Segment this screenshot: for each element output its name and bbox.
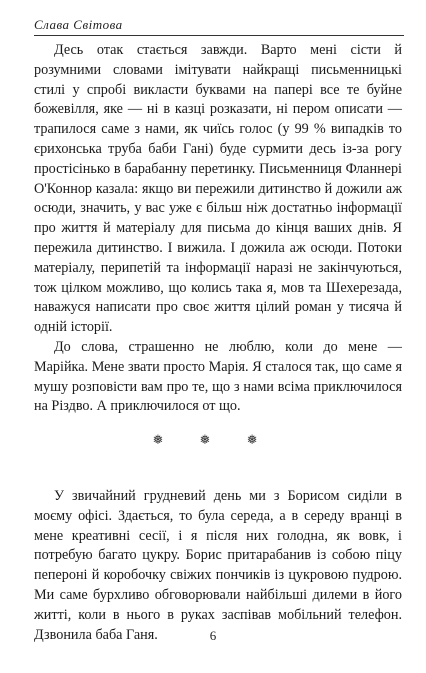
paragraph: Десь отак стається завжди. Варто мені сісти й розумними словами імітувати найкращі письменницькі стилі у спробі викласти буквами на папері все те буйне божевілля, яке — ні в казці розказати, ні пером описати — трапилося саме з нами, як чиїсь голос (у 99 % випадків то єрихонська труба баби Гані) буде сурмити десь із-за рогу простісінько в барабанну перетинку. Письменниця Фланнері О'Коннор казала: якщо ви пережили дитинство й дожили аж осюди, значить, у вас уже є більш ніж достатньо інформації про життя й матеріалу для письма до кінця ваших днів. Я пережила дитинство. І вижила. І дожила аж осюди. Потоки матеріалу, перипетій та інформації наразі не закінчуються, тож цілком можливо, що колись така я, мов та Шехерезада, наважуся написати про своє життя цілий роман у тисяча й одній історії. bbox=[34, 42, 402, 336]
snowflake-icon: ❅ bbox=[152, 433, 180, 448]
header-title: Слава Світова bbox=[34, 17, 123, 32]
page-number: 6 bbox=[209, 628, 217, 643]
paragraph: У звичайний грудневий день ми з Борисом сиділи в моєму офісі. Здається, то була середа, а в середу вранці в мене креативні сесії, і я після них голодна, як вовк, і потребую багато цукру. Борис притарабанив із собою піцу пепероні й коробочку свіжих пончиків із цукровою пудрою. Ми саме бурхливо обговорювали найбільші дилеми в його житті, коли в нього в руках заспівав мобільний телефон. Дзвонила баба Ганя. bbox=[34, 488, 402, 643]
paragraph: До слова, страшенно не люблю, коли до мене — Марійка. Мене звати просто Марія. Я сталося так, що саме я мушу розповісти вам про те, що з нами всіма приключилося на Різдво. А приключилося от що. bbox=[34, 338, 402, 415]
snowflake-icon: ❅ bbox=[199, 433, 227, 448]
running-header bbox=[34, 14, 404, 36]
text-block-2 bbox=[34, 487, 402, 645]
snowflake-icon: ❅ bbox=[246, 433, 274, 448]
text-block-1 bbox=[34, 41, 402, 417]
section-divider bbox=[0, 433, 426, 448]
